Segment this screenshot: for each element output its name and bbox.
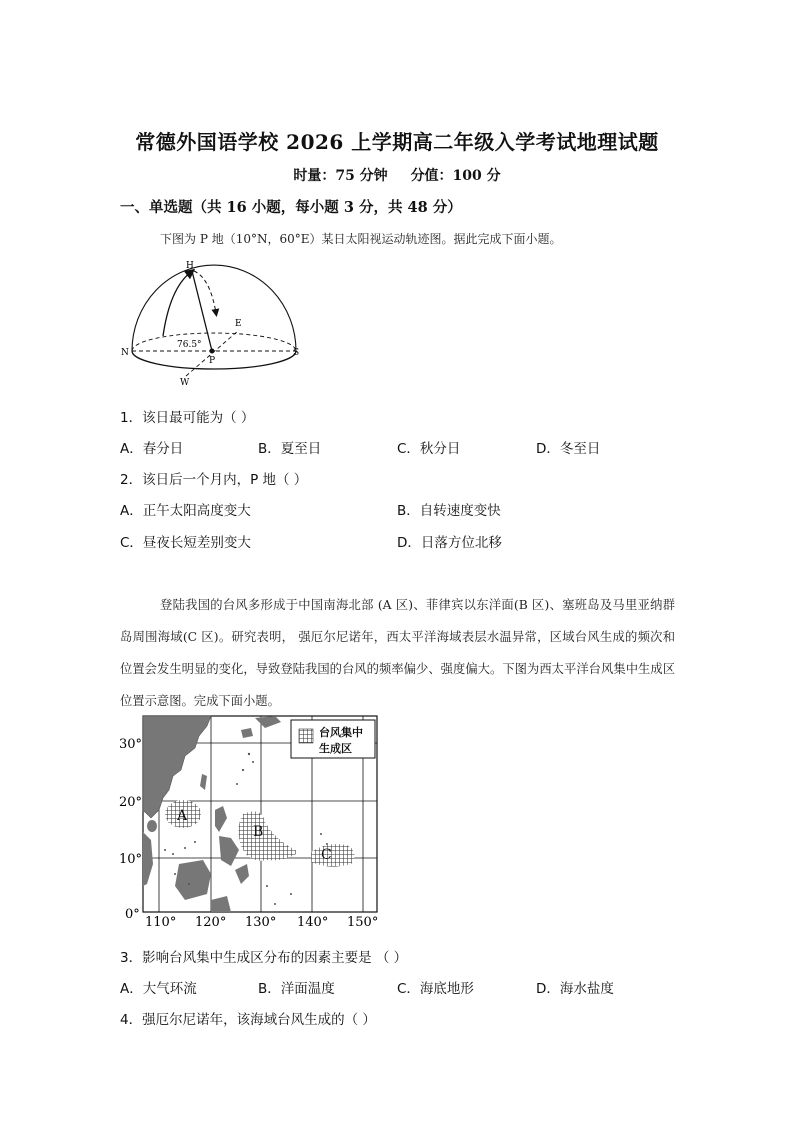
group2-intro: 登陆我国的台风多形成于中国南海北部 (A 区)、菲律宾以东洋面(B 区)、塞班岛及马里亚纳群岛周围海域(C 区)。研究表明， 强厄尔尼诺年，西太平洋海域表层水温异常，区域台风生成的频次和位置会发生明显的变化，导致登陆我国的台风的频率偏少、强度偏大。下图为西太平洋台风集中生成区位置示意图。完成下面小题。 xyxy=(120,598,675,708)
section-heading: 一、单选题（共 16 小题，每小题 3 分，共 48 分） xyxy=(120,199,462,216)
lat-label-10: 10° xyxy=(119,852,143,867)
region-a-label: A xyxy=(177,808,188,824)
q3-option-a[interactable]: A．大气环流 xyxy=(120,981,197,997)
label-angle: 76.5° xyxy=(177,340,202,350)
page-title: 常德外国语学校 2026 上学期高二年级入学考试地理试题 xyxy=(135,130,659,154)
land-hainan xyxy=(147,820,157,832)
q1-option-d[interactable]: D．冬至日 xyxy=(536,441,601,457)
q2-option-d[interactable]: D．日落方位北移 xyxy=(397,535,502,551)
exam-meta xyxy=(0,165,794,185)
lon-label-140: 140° xyxy=(297,915,329,930)
q3-option-c[interactable]: C．海底地形 xyxy=(397,981,474,997)
question-4: 4．强厄尔尼诺年，该海域台风生成的（ ） xyxy=(120,1012,376,1028)
score-label: 分值：100 分 xyxy=(410,168,501,184)
group1-intro: 下图为 P 地（10°N，60°E）某日太阳视运动轨迹图。据此完成下面小题。 xyxy=(160,232,562,246)
question-3: 3．影响台风集中生成区分布的因素主要是 （ ） xyxy=(120,950,408,966)
lon-label-150: 150° xyxy=(347,915,379,930)
region-b-label: B xyxy=(253,824,264,840)
label-h: H xyxy=(186,261,194,271)
label-w: W xyxy=(180,378,190,388)
q2-option-c[interactable]: C．昼夜长短差别变大 xyxy=(120,535,251,551)
q2-option-a[interactable]: A．正午太阳高度变大 xyxy=(120,503,251,519)
label-s: S xyxy=(293,348,300,358)
lat-label-20: 20° xyxy=(119,795,143,810)
lat-label-0: 0° xyxy=(125,907,140,922)
region-c-label: C xyxy=(321,847,332,863)
question-2: 2．该日后一个月内，P 地（ ） xyxy=(120,472,308,488)
q2-option-b[interactable]: B．自转速度变快 xyxy=(397,503,501,519)
time-label: 时量：75 分钟 xyxy=(293,168,388,184)
lon-label-130: 130° xyxy=(245,915,277,930)
lon-label-120: 120° xyxy=(195,915,227,930)
q1-option-c[interactable]: C．秋分日 xyxy=(397,441,461,457)
q3-option-b[interactable]: B．洋面温度 xyxy=(258,981,335,997)
question-1: 1．该日最可能为（ ） xyxy=(120,410,255,426)
legend-line1: 台风集中 xyxy=(319,726,363,739)
q3-option-d[interactable]: D．海水盐度 xyxy=(536,981,614,997)
label-e: E xyxy=(235,319,242,329)
q1-option-a[interactable]: A．春分日 xyxy=(120,441,184,457)
lat-label-30: 30° xyxy=(119,737,143,752)
lon-label-110: 110° xyxy=(145,915,177,930)
legend-line2: 生成区 xyxy=(319,742,352,755)
q1-option-b[interactable]: B．夏至日 xyxy=(258,441,322,457)
label-p: P xyxy=(209,356,216,366)
typhoon-region-map xyxy=(115,714,385,930)
label-n: N xyxy=(121,348,129,358)
sun-path-diagram xyxy=(115,258,315,388)
